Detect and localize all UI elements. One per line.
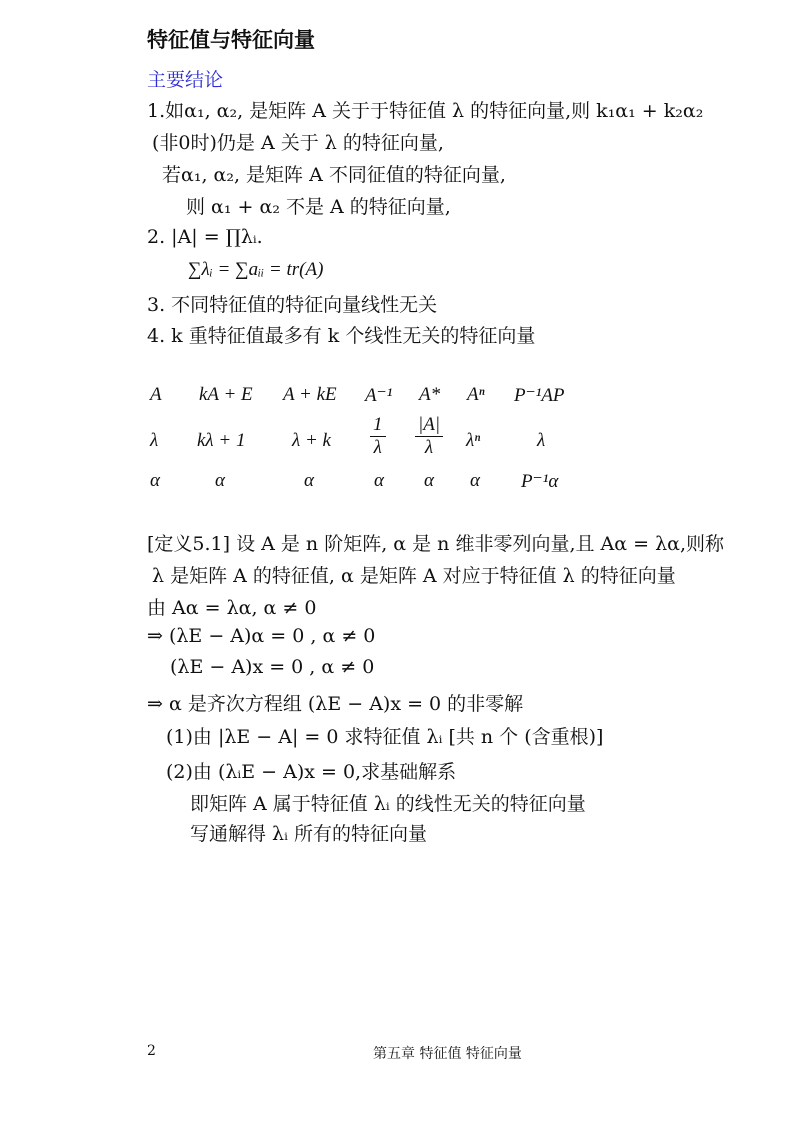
table-r1-c6: Aⁿ bbox=[467, 384, 485, 405]
table-r1-c3: A + kE bbox=[283, 384, 337, 405]
conclusion-line-4: 则 α₁ + α₂ 不是 A 的特征向量, bbox=[186, 196, 451, 218]
definition-line-6: ⇒ α 是齐次方程组 (λE − A)x = 0 的非零解 bbox=[147, 693, 524, 715]
definition-line-1: [定义5.1] 设 A 是 n 阶矩阵, α 是 n 维非零列向量,且 Aα = λα,则称 bbox=[147, 533, 725, 555]
table-r2-c2: kλ + 1 bbox=[197, 430, 246, 451]
conclusion-line-6: ∑λᵢ = ∑aᵢᵢ = tr(A) bbox=[188, 259, 324, 280]
table-r1-c1: A bbox=[150, 384, 162, 405]
table-r2-c1: λ bbox=[150, 430, 159, 451]
definition-line-8: (2)由 (λᵢE − A)x = 0,求基础解系 bbox=[166, 761, 457, 783]
conclusion-line-3: 若α₁, α₂, 是矩阵 A 不同征值的特征向量, bbox=[162, 164, 506, 186]
conclusion-line-7: 3. 不同特征值的特征向量线性无关 bbox=[147, 294, 438, 316]
definition-line-9: 即矩阵 A 属于特征值 λᵢ 的线性无关的特征向量 bbox=[190, 793, 586, 815]
table-r3-c5: α bbox=[424, 470, 434, 491]
table-r3-c2: α bbox=[215, 470, 225, 491]
chapter-footer: 第五章 特征值 特征向量 bbox=[373, 1046, 522, 1062]
table-r2-c5-fraction bbox=[415, 414, 443, 459]
fraction-numerator: 1 bbox=[370, 414, 386, 437]
table-r2-c7: λ bbox=[537, 430, 546, 451]
table-r1-c4: A⁻¹ bbox=[365, 385, 393, 406]
fraction-denominator: λ bbox=[373, 437, 382, 458]
page-title: 特征值与特征向量 bbox=[147, 28, 315, 52]
page-number: 2 bbox=[147, 1043, 156, 1059]
conclusion-line-8: 4. k 重特征值最多有 k 个线性无关的特征向量 bbox=[147, 325, 536, 347]
conclusion-line-2: (非0时)仍是 A 关于 λ 的特征向量, bbox=[152, 132, 444, 154]
table-r1-c5: A* bbox=[419, 384, 441, 405]
conclusion-line-5: 2. |A| = ∏λᵢ. bbox=[147, 226, 263, 248]
definition-line-4: ⇒ (λE − A)α = 0 , α ≠ 0 bbox=[147, 625, 376, 647]
table-r1-c2: kA + E bbox=[199, 384, 253, 405]
definition-line-2: λ 是矩阵 A 的特征值, α 是矩阵 A 对应于特征值 λ 的特征向量 bbox=[152, 565, 676, 587]
definition-line-5: (λE − A)x = 0 , α ≠ 0 bbox=[170, 656, 375, 678]
table-r3-c7: P⁻¹α bbox=[521, 471, 559, 492]
table-r3-c4: α bbox=[374, 470, 384, 491]
table-r2-c6: λⁿ bbox=[466, 430, 481, 451]
fraction-numerator: |A| bbox=[415, 414, 443, 437]
section-subtitle: 主要结论 bbox=[147, 69, 224, 91]
table-r3-c6: α bbox=[470, 470, 480, 491]
table-r1-c7: P⁻¹AP bbox=[514, 385, 565, 406]
table-r2-c3: λ + k bbox=[292, 430, 331, 451]
fraction-denominator: λ bbox=[424, 437, 434, 458]
table-r2-c4-fraction bbox=[370, 414, 386, 459]
table-r3-c3: α bbox=[304, 470, 314, 491]
conclusion-line-1: 1.如α₁, α₂, 是矩阵 A 关于于特征值 λ 的特征向量,则 k₁α₁ + k₂α₂ bbox=[147, 100, 704, 122]
definition-line-7: (1)由 |λE − A| = 0 求特征值 λᵢ [共 n 个 (含重根)] bbox=[166, 726, 604, 748]
definition-line-3: 由 Aα = λα, α ≠ 0 bbox=[147, 597, 317, 619]
table-r3-c1: α bbox=[150, 470, 160, 491]
definition-line-10: 写通解得 λᵢ 所有的特征向量 bbox=[190, 823, 427, 845]
